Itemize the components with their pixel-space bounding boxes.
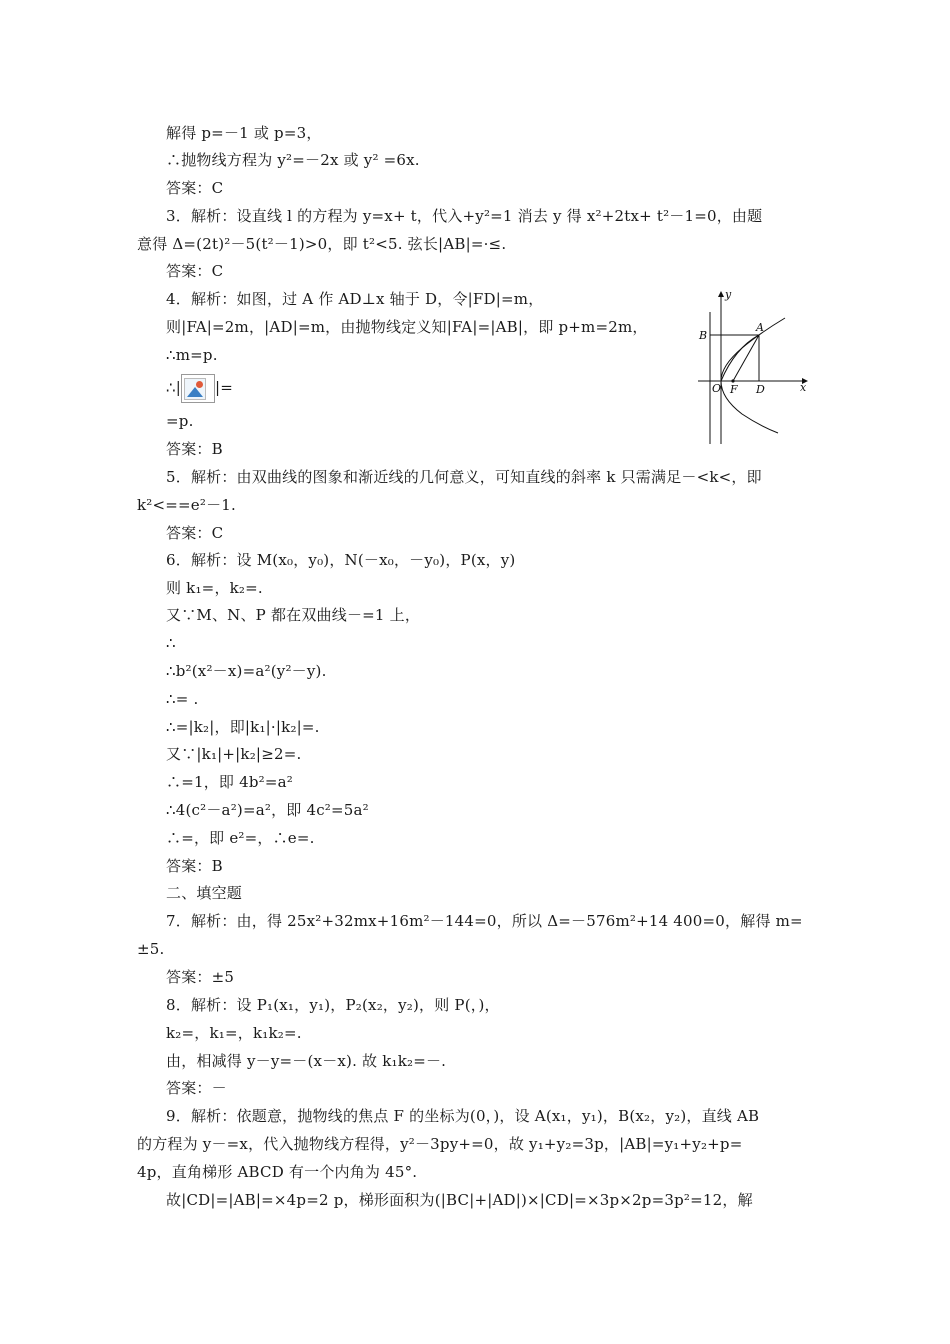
text-line: 解得 p=－1 或 p=3， [166,124,322,142]
segment-FA [733,335,759,381]
label-F: F [730,383,738,396]
image-icon [184,378,206,400]
answer-line: 答案：C [166,524,224,542]
text-line: k₂=，k₁=，k₁k₂=. [166,1024,302,1042]
text-line: ∴ [166,634,176,652]
label-y: y [725,288,732,301]
text-line: ∴抛物线方程为 y²=－2x 或 y² =6x. [166,151,420,169]
label-B: B [699,329,708,342]
text-line: ∴b²(x²－x)=a²(y²－y). [166,662,327,680]
text-line: 则 k₁=，k₂=. [166,579,263,597]
text-line: ±5. [137,940,165,958]
text-fragment: ∴| [166,378,181,397]
text-line: 意得 Δ=(2t)²－5(t²－1)>0，即 t²<5. 弦长|AB|=·≤. [137,235,507,253]
section-heading: 二、填空题 [166,884,243,902]
label-O: O [712,382,722,395]
text-line: 4p，直角梯形 ABCD 有一个内角为 45°. [137,1163,418,1181]
text-line: 又∵|k₁|+|k₂|≥2=. [166,745,302,763]
text-line: 6．解析：设 M(x₀，y₀)，N(－x₀，－y₀)，P(x，y) [166,551,516,569]
text-line: ∴=，即 e²=，∴e=. [166,829,315,847]
text-fragment: |= [215,378,234,397]
text-line: 9．解析：依题意，抛物线的焦点 F 的坐标为(0，)，设 A(x₁，y₁)，B(x₂，y₂)，直线 AB [166,1107,760,1125]
text-line: ∴4(c²－a²)=a²，即 4c²=5a² [166,801,369,819]
answer-line: 答案：C [166,179,224,197]
answer-line: 答案：－ [166,1079,227,1097]
text-line: ∴=|k₂|，即|k₁|·|k₂|=. [166,718,320,736]
text-line: 由，相减得 y－y=－(x－x). 故 k₁k₂=－. [166,1052,447,1070]
answer-line: 答案：B [166,440,223,458]
answer-line: 答案：B [166,857,223,875]
answer-line: 答案：±5 [166,968,235,986]
label-D: D [756,383,765,396]
text-line: ∴= . [166,690,199,708]
text-line: 4．解析：如图，过 A 作 AD⊥x 轴于 D，令|FD|=m， [166,290,544,308]
text-line: 故|CD|=|AB|=×4p=2 p，梯形面积为(|BC|+|AD|)×|CD|=×3p×2p=3p²=12，解 [166,1191,753,1209]
text-line: 的方程为 y－=x，代入抛物线方程得，y²－3py+=0，故 y₁+y₂=3p，|AB|=y₁+y₂+p= [137,1135,743,1153]
text-line: ∴m=p. [166,346,218,364]
label-x: x [800,381,807,394]
text-line: 3．解析：设直线 l 的方程为 y=x+ t，代入+y²=1 消去 y 得 x²+2tx+ t²－1=0，由题 [166,207,763,225]
text-line-with-image [166,374,233,403]
parabola-figure [690,288,815,448]
parabola-diagram [690,288,815,448]
text-line: 8．解析：设 P₁(x₁，y₁)，P₂(x₂，y₂)，则 P(，)， [166,996,500,1014]
text-line: 则|FA|=2m，|AD|=m，由抛物线定义知|FA|=|AB|，即 p+m=2m， [166,318,648,336]
answer-line: 答案：C [166,262,224,280]
label-A: A [756,321,764,334]
chord-OA [721,335,759,381]
text-line: 5．解析：由双曲线的图象和渐近线的几何意义，可知直线的斜率 k 只需满足－<k<，即 [166,468,762,486]
text-line: 又∵M、N、P 都在双曲线－=1 上， [166,606,421,624]
formula-image [181,374,215,403]
text-line: 7．解析：由，得 25x²+32mx+16m²－144=0，所以 Δ=－576m²+14 400=0，解得 m= [166,912,803,930]
text-line: =p. [166,412,194,430]
text-line: ∴=1，即 4b²=a² [166,773,293,791]
text-line: k²<==e²－1. [137,496,237,514]
